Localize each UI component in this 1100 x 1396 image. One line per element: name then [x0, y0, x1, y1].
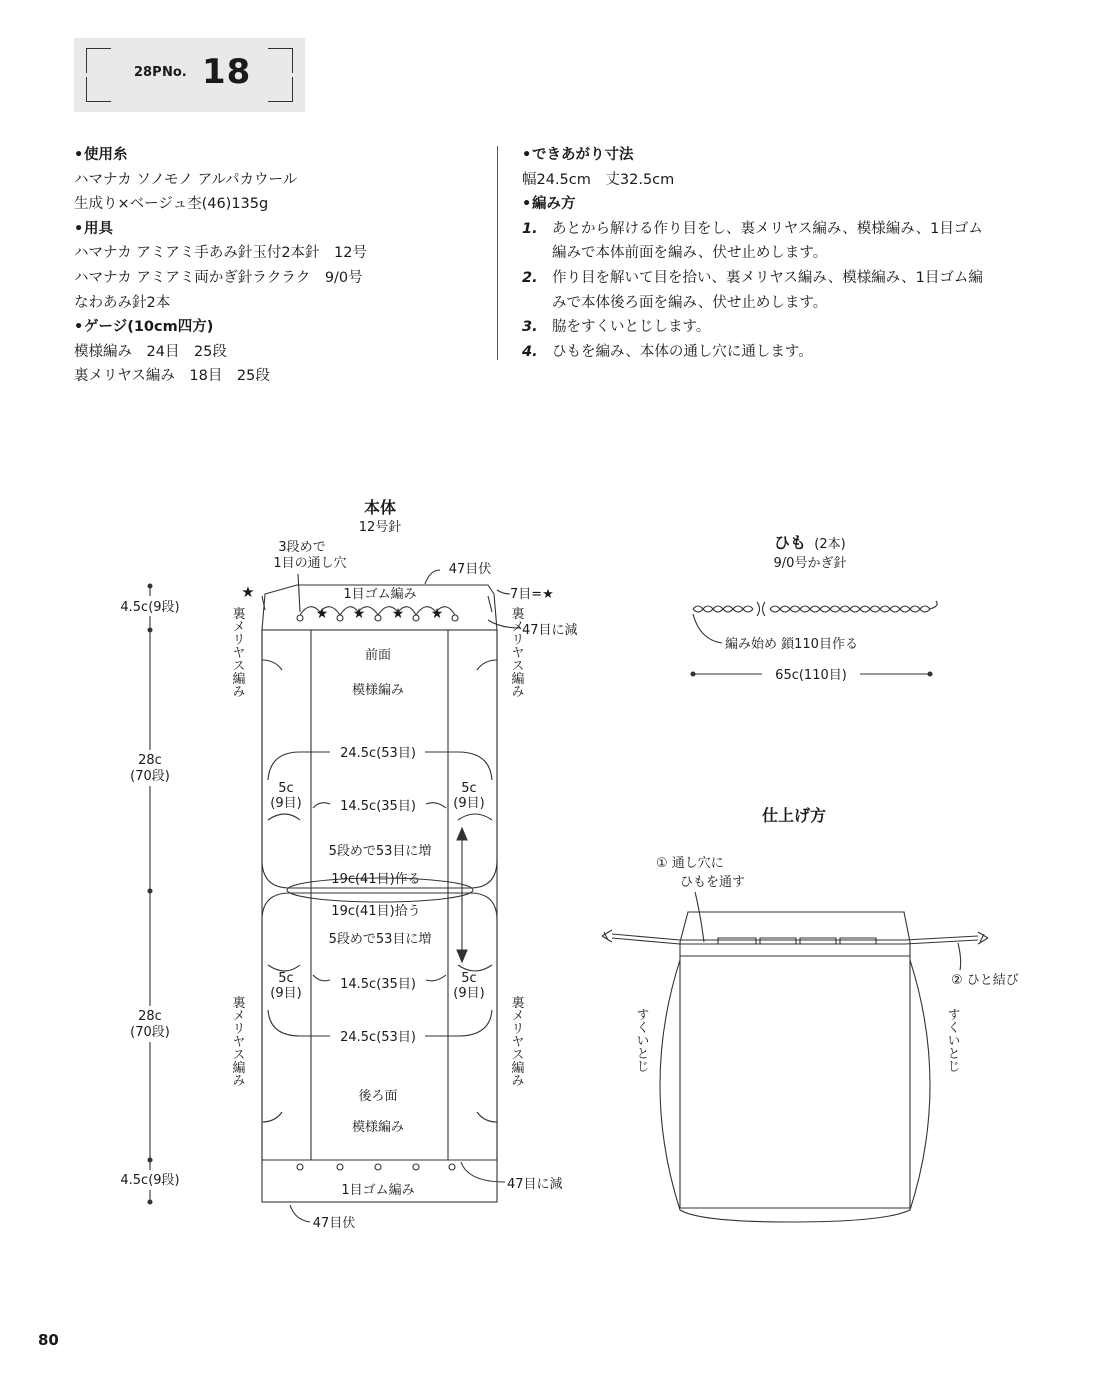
side-st: (9目) — [453, 796, 485, 811]
dim-rib-top: 4.5c(9段) — [120, 600, 180, 615]
finish-diagram — [602, 806, 1019, 1222]
hole-icon — [449, 1164, 455, 1170]
bind-off-bottom: 47目伏 — [312, 1216, 356, 1231]
dim-body-cm: 28c — [138, 1009, 162, 1024]
seam-label-right: すくいとじ — [944, 1007, 960, 1073]
leader-line — [262, 660, 282, 670]
size-line: 幅24.5cm 丈32.5cm — [522, 171, 675, 188]
step-number: 4. — [522, 343, 538, 360]
leader-line — [477, 660, 497, 670]
leader-line — [488, 596, 492, 612]
star-icon: ★ — [430, 606, 444, 622]
side-st: (9目) — [270, 986, 302, 1001]
tools-heading: •用具 — [74, 220, 113, 237]
width-bracket — [425, 752, 492, 780]
side-bracket — [268, 814, 300, 820]
bind-off-top: 47目伏 — [448, 562, 492, 577]
cord-title: ひも — [773, 533, 807, 552]
tools-line: なわあみ針2本 — [74, 294, 171, 311]
width-total: 24.5c(53目) — [340, 1030, 416, 1045]
step-text: 作り目を解いて目を拾い、裏メリヤス編み、模様編み、1目ゴム編 — [552, 269, 983, 286]
cord-length: 65c(110目) — [775, 668, 847, 683]
finish-step1: ① 通し穴に — [656, 856, 724, 871]
reverse-label: 裏メリヤス編み — [508, 995, 524, 1087]
bag-body — [680, 942, 910, 1208]
star-icon: ★ — [241, 583, 255, 601]
leader-line — [958, 943, 961, 970]
leader-line — [298, 574, 300, 612]
leader-line — [425, 570, 440, 584]
body-title: 本体 — [363, 498, 397, 517]
width-bracket — [268, 1010, 330, 1036]
leader-line — [497, 590, 510, 594]
decrease-top: 47目に減 — [522, 623, 578, 638]
dimension-tick — [148, 584, 152, 588]
number-label: No. — [162, 65, 187, 80]
tools-line: ハマナカ アミアミ手あみ針玉付2本針 12号 — [74, 245, 367, 262]
star-note: 7目=★ — [510, 587, 554, 602]
hole-icon — [337, 1164, 343, 1170]
dimension-tick — [928, 672, 932, 676]
hole-icon — [375, 1164, 381, 1170]
center-bracket — [313, 975, 330, 981]
cord-knot-icon — [978, 932, 988, 944]
cord-start-note: 編み始め 鎖110目作る — [725, 637, 858, 652]
gauge-line: 模様編み 24目 25段 — [74, 343, 227, 360]
finish-title: 仕上げ方 — [761, 806, 827, 825]
chain-end — [930, 601, 937, 609]
width-bracket — [268, 752, 330, 780]
step-text: あとから解ける作り目をし、裏メリヤス編み、模様編み、1目ゴム — [552, 220, 983, 237]
yarn-heading: •使用糸 — [74, 147, 128, 163]
star-icon: ★ — [315, 606, 329, 622]
arrow-head-icon — [457, 950, 467, 962]
side-cm: 5c — [278, 781, 294, 796]
side-st: (9目) — [270, 796, 302, 811]
size-heading: •できあがり寸法 — [522, 147, 634, 163]
reverse-label: 裏メリヤス編み — [508, 606, 524, 698]
dim-body-rows: (70段) — [130, 769, 170, 784]
cord-knot-icon — [602, 930, 612, 942]
center-bracket — [426, 975, 446, 981]
center-width: 14.5c(35目) — [340, 977, 416, 992]
step-text: 編みで本体前面を編み、伏せ止めします。 — [552, 245, 828, 262]
decrease-bottom: 47目に減 — [507, 1177, 563, 1192]
pattern-label: 模様編み — [351, 1120, 405, 1135]
side-cm: 5c — [461, 781, 477, 796]
center-bracket — [313, 803, 330, 808]
dimension-tick — [148, 1200, 152, 1204]
star-icon: ★ — [391, 606, 405, 622]
center-width: 14.5c(35目) — [340, 799, 416, 814]
tools-line: ハマナカ アミアミ両かぎ針ラクラク 9/0号 — [74, 269, 363, 286]
leader-line — [693, 614, 722, 643]
hole-icon — [297, 1164, 303, 1170]
side-bracket — [458, 814, 492, 820]
cord-line — [612, 934, 978, 940]
front-label: 前面 — [364, 648, 392, 663]
threaded-cord — [718, 938, 876, 944]
dimension-tick — [148, 889, 152, 893]
dimension-tick — [148, 628, 152, 632]
rib-top-label: 1目ゴム編み — [343, 587, 417, 602]
cord-diagram — [691, 533, 937, 683]
dimension-tick — [691, 672, 695, 676]
width-bracket — [425, 1010, 492, 1036]
arrow-head-icon — [457, 828, 467, 840]
side-st: (9目) — [453, 986, 485, 1001]
bag-round-outline — [660, 960, 930, 1222]
body-needle: 12号針 — [358, 520, 402, 535]
finish-step1: ひもを通す — [680, 875, 746, 890]
leader-line — [695, 892, 704, 942]
leader-line — [290, 1205, 310, 1222]
step-text: ひもを編み、本体の通し穴に通します。 — [552, 343, 813, 360]
leader-line — [262, 1112, 282, 1122]
cord-hook: 9/0号かぎ針 — [773, 556, 847, 571]
pattern-label: 模様編み — [351, 683, 405, 698]
step-number: 1. — [522, 220, 538, 237]
hole-icon — [297, 615, 303, 621]
gauge-line: 裏メリヤス編み 18目 25段 — [74, 368, 270, 385]
star-icon: ★ — [352, 606, 366, 622]
gauge-heading: •ゲージ(10cm四方) — [74, 319, 214, 336]
yarn-line: 生成り×ベージュ杢(46)135g — [74, 196, 269, 213]
dim-body-cm: 28c — [138, 753, 162, 768]
page-number: 80 — [38, 1331, 59, 1349]
step-text: 脇をすくいとじします。 — [552, 319, 711, 336]
hole-note: 3段めで — [278, 540, 326, 555]
rib-bottom-label: 1目ゴム編み — [341, 1183, 415, 1198]
dim-rib-bottom: 4.5c(9段) — [120, 1173, 180, 1188]
reverse-label: 裏メリヤス編み — [229, 606, 245, 698]
chain-top — [693, 606, 930, 609]
chain-break-icon — [757, 602, 765, 616]
pick-up-label: 19c(41目)拾う — [331, 904, 421, 919]
step-number: 2. — [522, 269, 538, 286]
step-number: 3. — [522, 319, 538, 336]
finish-step2: ② ひと結び — [951, 973, 1019, 988]
method-heading: •編み方 — [522, 196, 576, 213]
page-reference: 28P — [134, 65, 162, 80]
reverse-label: 裏メリヤス編み — [229, 995, 245, 1087]
body-diagram — [112, 498, 578, 1231]
side-cm: 5c — [278, 971, 294, 986]
width-total: 24.5c(53目) — [340, 746, 416, 761]
hole-note: 1目の通し穴 — [273, 556, 347, 571]
cord-count: (2本) — [814, 537, 846, 552]
chain-bottom — [693, 609, 930, 612]
back-label: 後ろ面 — [358, 1089, 398, 1104]
seam-label-left: すくいとじ — [633, 1007, 649, 1073]
step-text: みで本体後ろ面を編み、伏せ止めします。 — [552, 294, 828, 311]
side-cm: 5c — [461, 971, 477, 986]
increase-front: 5段めで53目に増 — [328, 844, 432, 859]
leader-line — [461, 1162, 505, 1182]
leader-line — [477, 1112, 497, 1122]
hole-icon — [452, 615, 458, 621]
dimension-tick — [148, 1158, 152, 1162]
pattern-number: 18 — [202, 52, 252, 92]
dim-body-rows: (70段) — [130, 1025, 170, 1040]
cast-on-label: 19c(41目)作る — [331, 872, 421, 887]
center-bracket — [426, 803, 446, 808]
hole-icon — [413, 1164, 419, 1170]
yarn-line: ハマナカ ソノモノ アルパカウール — [74, 171, 298, 188]
increase-back: 5段めで53目に増 — [328, 932, 432, 947]
